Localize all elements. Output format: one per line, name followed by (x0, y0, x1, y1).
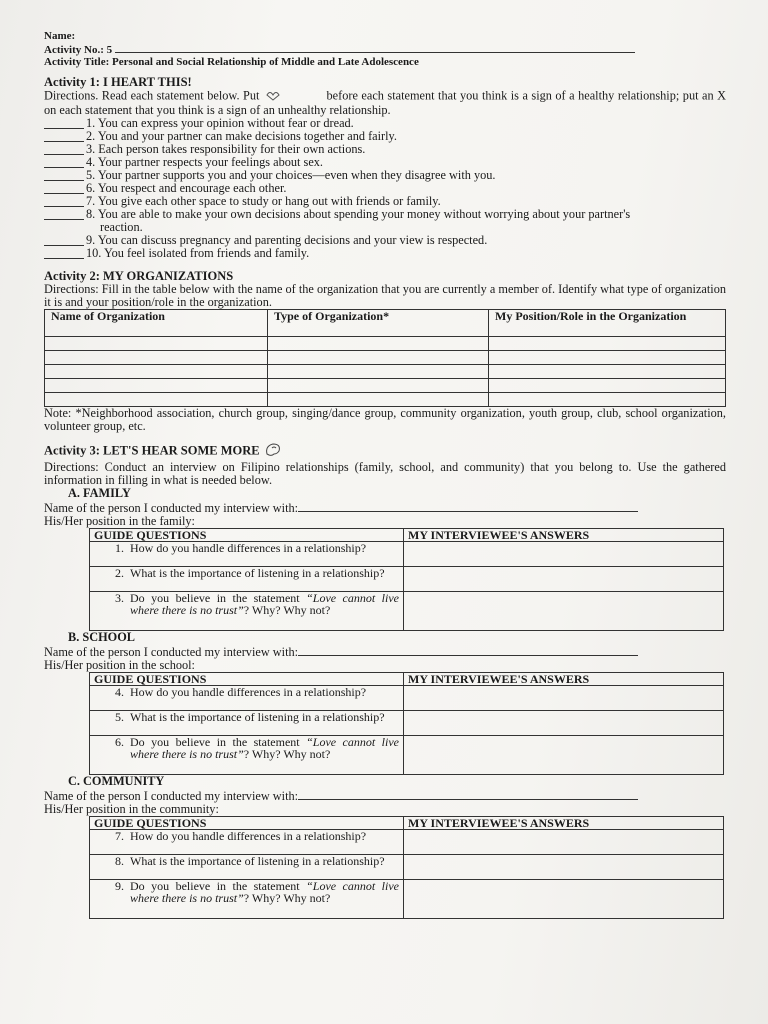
answer-blank[interactable] (44, 156, 84, 168)
guide-questions-table (89, 672, 724, 775)
interviewee-name-prompt: Name of the person I conducted my interview with: (44, 789, 299, 803)
statement-text: 1. You can express your opinion without fear or dread. (86, 116, 354, 130)
activity1-directions-b: before each statement that you think is a sign of a healthy relationship; put an X on each statement that you think is a sign of an unhealthy relationship. (44, 88, 727, 117)
answer-blank[interactable] (44, 247, 84, 259)
question-text: What is the importance of listening in a relationship? (130, 710, 385, 724)
statement-text: 10. You feel isolated from friends and family. (86, 246, 310, 260)
table-row (90, 711, 724, 736)
question-number: 7. (115, 829, 124, 843)
question-text: What is the importance of listening in a relationship? (130, 854, 385, 868)
answer-cell[interactable] (404, 736, 724, 775)
activity1-directions-a: Directions. Read each statement below. Put (44, 88, 260, 103)
guide-question (90, 830, 404, 855)
table-cell[interactable] (268, 365, 489, 379)
question-wrap (94, 567, 399, 579)
question-wrap (94, 592, 399, 616)
table-cell[interactable] (489, 351, 726, 365)
activity1-title: Activity 1: I HEART THIS! (44, 75, 192, 89)
table-row (90, 830, 724, 855)
answer-blank[interactable] (44, 195, 84, 207)
statement-text: 6. You respect and encourage each other. (86, 181, 287, 195)
question-text: How do you handle differences in a relationship? (130, 685, 367, 699)
answer-cell[interactable] (404, 542, 724, 567)
col-type-of-organization: Type of Organization* (268, 310, 489, 337)
col-guide-questions: GUIDE QUESTIONS (90, 817, 404, 830)
question-text: How do you handle differences in a relationship? (130, 829, 367, 843)
name-label: Name: (44, 30, 76, 42)
quoted-statement: “Love cannot live where there is no trust” (130, 735, 400, 761)
activity3-title-row (44, 442, 726, 461)
question-text (130, 736, 399, 760)
guide-question (90, 542, 404, 567)
guide-question (90, 686, 404, 711)
interviewee-position-prompt: His/Her position in the community: (44, 802, 219, 816)
answer-cell[interactable] (404, 592, 724, 631)
question-text-part: ? Why? Why not? (243, 747, 331, 761)
organizations-header-row (45, 310, 726, 337)
guide-question (90, 592, 404, 631)
guide-question (90, 736, 404, 775)
table-row (45, 379, 726, 393)
col-interviewee-answers: MY INTERVIEWEE'S ANSWERS (404, 529, 724, 542)
table-cell[interactable] (268, 337, 489, 351)
activity3-title: Activity 3: LET'S HEAR SOME MORE (44, 443, 260, 458)
answer-blank[interactable] (44, 143, 84, 155)
guide-questions-header-row (90, 817, 724, 830)
table-row (45, 337, 726, 351)
question-text-part: Do you believe in the statement (130, 735, 307, 749)
table-cell[interactable] (489, 379, 726, 393)
answer-blank[interactable] (44, 169, 84, 181)
interviewee-position-prompt: His/Her position in the family: (44, 514, 195, 528)
col-interviewee-answers: MY INTERVIEWEE'S ANSWERS (404, 817, 724, 830)
statement-text: 7. You give each other space to study or hang out with friends or family. (86, 194, 441, 208)
ear-doodle-icon (263, 442, 283, 461)
interviewee-name-field[interactable] (298, 644, 638, 656)
answer-blank[interactable] (44, 117, 84, 129)
question-wrap (94, 542, 399, 554)
answer-blank[interactable] (44, 208, 84, 220)
question-text (130, 880, 399, 904)
question-text (130, 592, 399, 616)
activity-no-value: 5 (106, 44, 113, 56)
table-row (90, 567, 724, 592)
activity3-directions: Directions: Conduct an interview on Filipino relationships (family, school, and community) that you belong to. Use the gathered information in filling in what is needed below. (44, 460, 726, 487)
question-number: 6. (115, 735, 124, 749)
table-cell[interactable] (45, 337, 268, 351)
activity2-title: Activity 2: MY ORGANIZATIONS (44, 269, 234, 283)
table-cell[interactable] (45, 365, 268, 379)
answer-blank[interactable] (44, 234, 84, 246)
list-item (44, 208, 726, 221)
answer-cell[interactable] (404, 830, 724, 855)
guide-questions-header-row (90, 673, 724, 686)
organizations-table (44, 309, 726, 407)
table-row (90, 880, 724, 919)
activity1-directions (44, 89, 726, 117)
activity-title-row (44, 56, 726, 68)
section-label: B. SCHOOL (68, 630, 135, 644)
question-text-part: ? Why? Why not? (243, 603, 331, 617)
table-cell[interactable] (45, 393, 268, 407)
interviewee-name-row (44, 500, 726, 515)
interviewee-name-field[interactable] (298, 788, 638, 800)
interviewee-name-prompt: Name of the person I conducted my interview with: (44, 501, 299, 515)
col-guide-questions: GUIDE QUESTIONS (90, 529, 404, 542)
question-text-part: Do you believe in the statement (130, 591, 307, 605)
activity-title: Personal and Social Relationship of Middle and Late Adolescence (112, 56, 419, 68)
col-position-role: My Position/Role in the Organization (489, 310, 726, 337)
table-row (90, 686, 724, 711)
question-wrap (94, 736, 399, 760)
table-cell[interactable] (489, 337, 726, 351)
guide-questions-table (89, 816, 724, 919)
statement-text: 9. You can discuss pregnancy and parenting decisions and your view is respected. (86, 233, 488, 247)
interviewee-name-row (44, 644, 726, 659)
question-wrap (94, 686, 399, 698)
question-wrap (94, 830, 399, 842)
table-row (45, 351, 726, 365)
guide-questions-header-row (90, 529, 724, 542)
activity-no-row (44, 42, 726, 56)
name-row (44, 30, 726, 42)
question-number: 9. (115, 879, 124, 893)
answer-cell[interactable] (404, 855, 724, 880)
answer-cell[interactable] (404, 711, 724, 736)
section-label: A. FAMILY (68, 486, 131, 500)
col-guide-questions: GUIDE QUESTIONS (90, 673, 404, 686)
question-number: 4. (115, 685, 124, 699)
section-label: C. COMMUNITY (68, 774, 165, 788)
table-row (45, 393, 726, 407)
table-cell[interactable] (489, 393, 726, 407)
question-number: 1. (115, 541, 124, 555)
heart-doodle-icon (263, 89, 323, 104)
question-number: 2. (115, 566, 124, 580)
question-text: What is the importance of listening in a relationship? (130, 566, 385, 580)
statement-continuation: reaction. (100, 220, 143, 234)
statement-text: 8. You are able to make your own decisions about spending your money without worrying about your partner's (86, 207, 631, 221)
guide-question (90, 855, 404, 880)
answer-cell[interactable] (404, 880, 724, 919)
statement-text: 4. Your partner respects your feelings about sex. (86, 155, 324, 169)
guide-question (90, 567, 404, 592)
interviewee-name-row (44, 788, 726, 803)
question-text: How do you handle differences in a relationship? (130, 541, 367, 555)
statement-text: 5. Your partner supports you and your choices—even when they disagree with you. (86, 168, 496, 182)
table-cell[interactable] (268, 379, 489, 393)
table-row (90, 855, 724, 880)
statement-text: 2. You and your partner can make decisions together and fairly. (86, 129, 397, 143)
table-cell[interactable] (45, 351, 268, 365)
answer-cell[interactable] (404, 686, 724, 711)
question-text-part: Do you believe in the statement (130, 879, 307, 893)
table-cell[interactable] (489, 365, 726, 379)
activity3-sections (44, 487, 726, 919)
activity1-list (44, 117, 726, 260)
answer-cell[interactable] (404, 567, 724, 592)
quoted-statement: “Love cannot live where there is no trust” (130, 879, 400, 905)
question-wrap (94, 855, 399, 867)
table-cell[interactable] (45, 379, 268, 393)
guide-question (90, 711, 404, 736)
table-row (45, 365, 726, 379)
question-number: 3. (115, 591, 124, 605)
question-number: 8. (115, 854, 124, 868)
question-text-part: ? Why? Why not? (243, 891, 331, 905)
table-row (90, 542, 724, 567)
question-number: 5. (115, 710, 124, 724)
name-underline[interactable] (115, 42, 635, 53)
question-wrap (94, 880, 399, 904)
answer-blank[interactable] (44, 130, 84, 142)
statement-text: 3. Each person takes responsibility for their own actions. (86, 142, 366, 156)
table-row (90, 736, 724, 775)
interviewee-position-prompt: His/Her position in the school: (44, 658, 195, 672)
interviewee-name-prompt: Name of the person I conducted my interview with: (44, 645, 299, 659)
table-cell[interactable] (268, 351, 489, 365)
activity2-note: Note: *Neighborhood association, church group, singing/dance group, community organization, youth group, club, school organization, volunteer group, etc. (44, 406, 726, 433)
col-name-of-organization: Name of Organization (45, 310, 268, 337)
quoted-statement: “Love cannot live where there is no trust” (130, 591, 400, 617)
guide-questions-table (89, 528, 724, 631)
interviewee-name-field[interactable] (298, 500, 638, 512)
activity2-directions: Directions: Fill in the table below with the name of the organization that you are currently a member of. Identify what type of organization it is and your position/role in the organization. (44, 282, 726, 309)
activity-no-label: Activity No.: (44, 44, 104, 56)
activity-title-label: Activity Title: (44, 56, 110, 68)
list-item (44, 247, 726, 260)
table-cell[interactable] (268, 393, 489, 407)
question-wrap (94, 711, 399, 723)
answer-blank[interactable] (44, 182, 84, 194)
guide-question (90, 880, 404, 919)
col-interviewee-answers: MY INTERVIEWEE'S ANSWERS (404, 673, 724, 686)
table-row (90, 592, 724, 631)
worksheet-content (44, 30, 726, 919)
